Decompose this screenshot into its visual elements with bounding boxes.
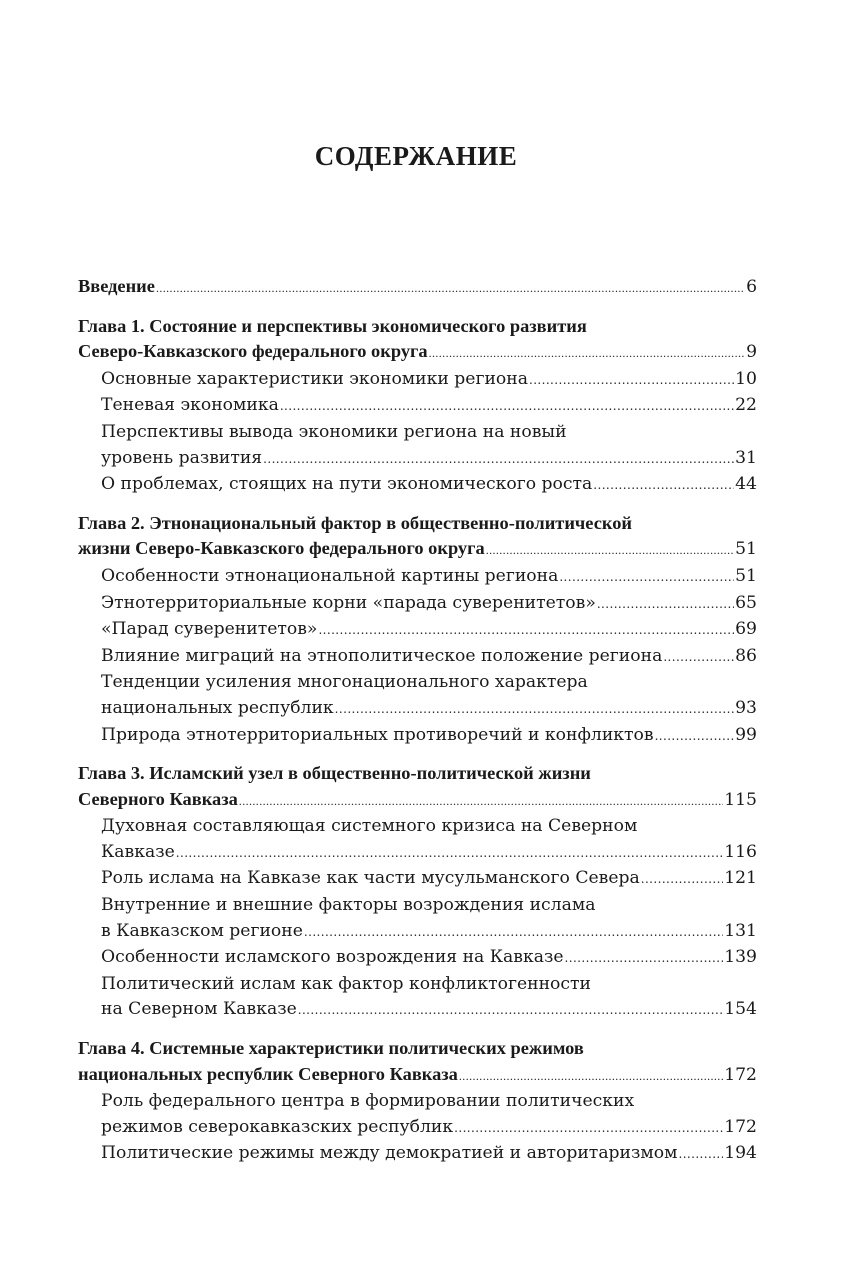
dot-leader	[641, 867, 723, 893]
toc-page-number: 194	[724, 1143, 757, 1164]
toc-chapter-3-title-line-2[interactable]	[78, 787, 757, 815]
dot-leader	[486, 538, 734, 564]
toc-entry-ch3-item-1-line-1[interactable]	[78, 814, 757, 840]
toc-entry-ch3-item-3-line-1[interactable]	[78, 893, 757, 919]
toc-page-number: 115	[724, 789, 757, 810]
toc-entry-title: Основные характеристики экономики региона	[101, 368, 528, 389]
toc-entry-title: Природа этнотерриториальных противоречий и конфликтов	[101, 724, 654, 745]
dot-leader	[529, 368, 734, 394]
toc-entry-ch2-item-3[interactable]	[78, 617, 757, 644]
toc-page-number: 121	[724, 868, 757, 889]
toc-entry-ch1-item-4[interactable]	[78, 472, 757, 499]
toc-page-number: 65	[735, 592, 757, 613]
toc-chapter-1-title-line-2[interactable]	[78, 339, 757, 367]
toc-entry-title: Духовная составляющая системного кризиса на Северном	[101, 816, 638, 837]
toc-entry-ch1-item-1[interactable]	[78, 367, 757, 394]
toc-entry-title: Введение	[78, 276, 155, 296]
toc-entry-ch1-item-3[interactable]	[78, 446, 757, 473]
toc-page-number: 172	[724, 1064, 757, 1085]
dot-leader	[663, 645, 734, 671]
toc-entry-title: национальных республик	[101, 697, 334, 718]
toc-entry-ch3-item-3[interactable]	[78, 919, 757, 946]
toc-chapter-1-title-line[interactable]	[78, 314, 757, 340]
toc-entry-title: Глава 2. Этнонациональный фактор в общественно-политической	[78, 512, 632, 533]
toc-entry-ch3-item-5[interactable]	[78, 997, 757, 1024]
toc-entry-title: Тенденции усиления многонационального характера	[101, 672, 588, 693]
dot-leader	[318, 618, 734, 644]
table-of-contents	[78, 274, 757, 1180]
toc-entry-title: Глава 1. Состояние и перспективы экономического развития	[78, 315, 587, 336]
toc-page-number: 51	[735, 565, 757, 586]
toc-entry-ch4-item-2[interactable]	[78, 1141, 757, 1168]
toc-entry-title: уровень развития	[101, 447, 263, 468]
toc-entry-title: Глава 3. Исламский узел в общественно-политической жизни	[78, 763, 591, 784]
toc-section-chapter-4	[78, 1036, 757, 1168]
toc-page-number: 86	[735, 645, 757, 666]
toc-entry-ch1-item-2[interactable]	[78, 393, 757, 420]
toc-entry-title: жизни Северо-Кавказского федерального округа	[78, 538, 485, 559]
toc-entry-ch2-item-1[interactable]	[78, 564, 757, 591]
toc-entry-ch3-item-5-line-1[interactable]	[78, 972, 757, 998]
dot-leader	[335, 697, 734, 723]
dot-leader	[304, 920, 723, 946]
dot-leader	[176, 841, 723, 867]
toc-entry-title: Влияние миграций на этнополитическое положение региона	[101, 645, 663, 666]
dot-leader	[280, 394, 734, 420]
toc-page-number: 69	[735, 619, 757, 640]
toc-entry-ch2-item-5[interactable]	[78, 696, 757, 723]
toc-chapter-4-title-line-2[interactable]	[78, 1062, 757, 1090]
toc-entry-ch2-item-6[interactable]	[78, 723, 757, 750]
toc-page-number: 172	[724, 1116, 757, 1137]
toc-chapter-2-title-line[interactable]	[78, 511, 757, 537]
dot-leader	[559, 565, 734, 591]
toc-entry-title: Внутренние и внешние факторы возрождения ислама	[101, 895, 596, 916]
toc-chapter-2-title-line-2[interactable]	[78, 536, 757, 564]
toc-entry-ch2-item-5-line-1[interactable]	[78, 670, 757, 696]
toc-entry-title: О проблемах, стоящих на пути экономического роста	[101, 474, 593, 495]
toc-entry-ch2-item-4[interactable]	[78, 644, 757, 671]
dot-leader	[597, 592, 734, 618]
dot-leader	[239, 789, 723, 815]
toc-entry-title: Политические режимы между демократией и авторитаризмом	[101, 1143, 678, 1164]
toc-entry-ch3-item-1[interactable]	[78, 840, 757, 867]
toc-entry-ch3-item-2[interactable]	[78, 866, 757, 893]
toc-section-chapter-1	[78, 314, 757, 499]
toc-entry-title: Глава 4. Системные характеристики политических режимов	[78, 1038, 584, 1059]
toc-entry-title: Перспективы вывода экономики региона на новый	[101, 421, 567, 442]
toc-entry-title: Северо-Кавказского федерального округа	[78, 341, 428, 362]
toc-entry-title: Кавказе	[101, 841, 175, 862]
toc-entry-ch3-item-4[interactable]	[78, 945, 757, 972]
toc-page-number: 31	[735, 447, 757, 468]
toc-entry-title: Северного Кавказа	[78, 788, 238, 809]
toc-entry-title: Особенности исламского возрождения на Кавказе	[101, 947, 564, 968]
dot-leader	[156, 276, 745, 302]
toc-page-number: 139	[724, 947, 757, 968]
toc-page-number: 99	[735, 724, 757, 745]
toc-entry-intro[interactable]	[78, 274, 757, 302]
dot-leader	[263, 447, 734, 473]
toc-entry-title: в Кавказском регионе	[101, 920, 303, 941]
toc-entry-title: Роль ислама на Кавказе как части мусульманского Севера	[101, 868, 640, 889]
toc-entry-title: Особенности этнонациональной картины региона	[101, 565, 559, 586]
toc-entry-title: на Северном Кавказе	[101, 999, 297, 1020]
toc-entry-title: «Парад суверенитетов»	[101, 619, 318, 640]
page-title: СОДЕРЖАНИЕ	[314, 141, 518, 171]
toc-page-number: 10	[735, 368, 757, 389]
toc-entry-title: Теневая экономика	[101, 395, 279, 416]
toc-section-chapter-3	[78, 761, 757, 1024]
dot-leader	[298, 998, 723, 1024]
toc-page-number: 44	[735, 474, 757, 495]
toc-section-intro	[78, 274, 757, 302]
toc-page-number: 131	[724, 920, 757, 941]
dot-leader	[565, 946, 724, 972]
toc-page-number: 6	[746, 277, 757, 297]
toc-entry-title: Политический ислам как фактор конфликтогенности	[101, 973, 591, 994]
toc-page-number: 22	[735, 395, 757, 416]
toc-section-chapter-2	[78, 511, 757, 749]
dot-leader	[429, 341, 745, 367]
toc-entry-title: Роль федерального центра в формировании политических	[101, 1091, 635, 1112]
toc-entry-ch2-item-2[interactable]	[78, 591, 757, 618]
toc-page-number: 93	[735, 697, 757, 718]
toc-chapter-4-title-line[interactable]	[78, 1036, 757, 1062]
toc-page-number: 51	[735, 539, 757, 560]
toc-page-number: 9	[746, 342, 757, 363]
toc-entry-title: национальных республик Северного Кавказа	[78, 1063, 458, 1084]
dot-leader	[459, 1064, 723, 1090]
toc-page-number: 116	[724, 841, 757, 862]
toc-entry-ch4-item-1[interactable]	[78, 1115, 757, 1142]
toc-entry-title: режимов северокавказских республик	[101, 1116, 454, 1137]
dot-leader	[678, 1142, 723, 1168]
toc-page-number: 154	[724, 999, 757, 1020]
dot-leader	[454, 1116, 723, 1142]
dot-leader	[655, 724, 735, 750]
toc-entry-title: Этнотерриториальные корни «парада суверенитетов»	[101, 592, 596, 613]
toc-chapter-3-title-line[interactable]	[78, 761, 757, 787]
dot-leader	[593, 473, 734, 499]
toc-entry-ch4-item-1-line-1[interactable]	[78, 1089, 757, 1115]
toc-entry-ch1-item-3-line-1[interactable]	[78, 420, 757, 446]
